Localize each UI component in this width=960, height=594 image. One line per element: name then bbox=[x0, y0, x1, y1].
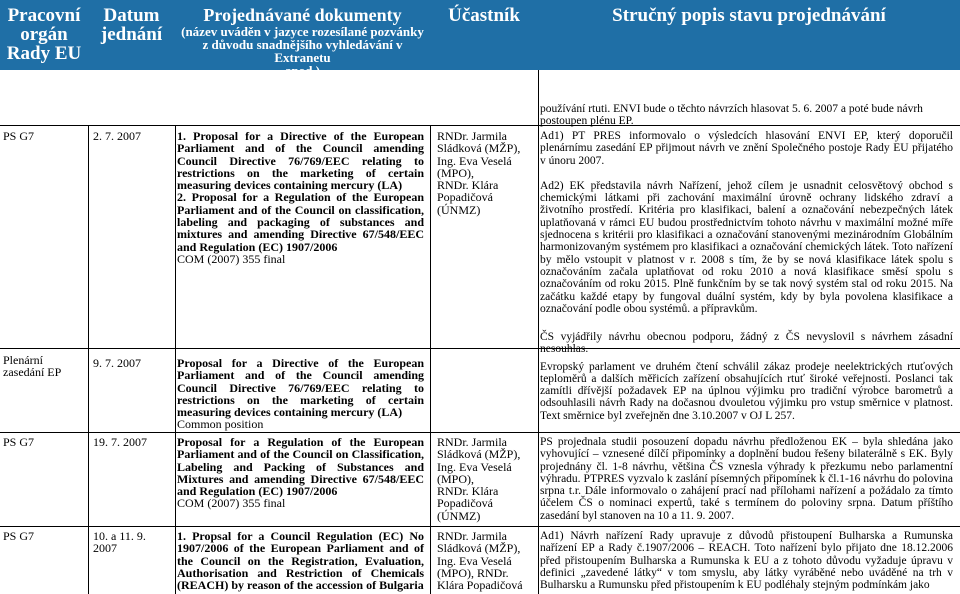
row3-date: 19. 7. 2007 bbox=[93, 435, 147, 449]
row4-documents bbox=[177, 530, 424, 591]
row4-date: 10. a 11. 9. 2007 bbox=[93, 529, 146, 556]
row2-description bbox=[540, 331, 953, 422]
row1-desc-para-1: Ad1) PT PRES informovalo o výsledcích hlasování ENVI EP, který doporučil plenárnímu zasedání EP přijmout návrh ve znění Společného postoje Rady EU přijatého v únoru 2007. bbox=[540, 130, 953, 167]
header-date bbox=[88, 6, 175, 76]
row2-desc-para-2: Evropský parlament ve druhém čtení schválil zákaz prodeje neelektrických rtuťových teploměrů a dalších měřicích zařízení obsahujících rtuť široké veřejnosti. Poslanci tak zamítli dřívější požadavek EP na úplnou výjimku pro tradiční výrobce barometrů a odsouhlasili návrh Rady na dočasnou dvouletou výjimku pro vstup směrnice v platnost. Text směrnice byl zveřejněn dne 3.10.2007 v OJ L 257. bbox=[540, 360, 953, 422]
row3-participant-line: Sládková (MŽP), bbox=[437, 447, 521, 462]
row3-desc-para-1: PS projednala studii posouzení dopadu návrhu předloženou EK – byla shledána jako vyhovující – vznesené dílčí připomínky a doplnění budou řešeny bilaterálně s EK. Byly projednány čl. 1-8 návrhu, většina ČS vznesla výhrady k přezkumu nebo parlamentní výhradu. PTPRES vyzvalo k zaslání písemných připomínek k čl.1-16 návrhu do polovina srpna t.r. Dále informovalo o zahájení prací nad přílohami nařízení a požádalo za tímto účelem ČS o nominaci expertů, také s termínem do poloviny srpna. Datum příštího zasedání byl stanoven na 10 a 11. 9. 2007. bbox=[540, 436, 953, 522]
row3-doc-2: COM (2007) 355 final bbox=[177, 496, 286, 511]
row4-description bbox=[540, 530, 953, 591]
header-participant-label: Účastník bbox=[448, 5, 520, 26]
header-documents-sub3: apod.) bbox=[284, 63, 321, 78]
row1-doc-2: 2. Proposal for a Regulation of the European Parliament and of the Council on classification, labeling and packaging of substances and mixtures and amending Directive 67/548/EEC and Regulation (EC) 1907/2006 bbox=[177, 190, 424, 254]
row3-participant-line: RNDr. Jarmila bbox=[437, 435, 507, 449]
header-date-line2: jednání bbox=[100, 24, 163, 45]
row2-date: 9. 7. 2007 bbox=[93, 356, 141, 370]
header-description bbox=[538, 6, 960, 76]
header-date-line1: Datum bbox=[103, 5, 160, 26]
continued-description bbox=[540, 103, 953, 128]
row4-participant-line: Sládková (MŽP), bbox=[437, 541, 521, 556]
row3-participant-line: Popadičová bbox=[437, 496, 493, 511]
row2-desc-para-1: ČS vyjádřily návrhu obecnou podporu, žádný z ČS nevyslovil s návrhem zásadní nesouhlas. bbox=[540, 331, 953, 356]
grid-hline-3 bbox=[0, 432, 960, 433]
row3-documents bbox=[177, 436, 424, 510]
row4-participant-line: RNDr. Jarmila bbox=[437, 529, 507, 543]
row1-participant-line: (MPO), bbox=[437, 165, 475, 180]
row4-desc-para-1: Ad1) Návrh nařízení Rady upravuje z důvodů přistoupení Bulharska a Rumunska nařízení EP a Rady č.1907/2006 – REACH. Toto nařízení bylo přijato dne 18.12.2006 před přistoupením Bulharska a Rumunska k EU a z tohoto důvodu vyžaduje úpravu v definici „zavedené látky“ v tom smyslu, aby látky vyráběné nebo uváděné na trh v Bulharsku a Rumunsku před přistoupením k EU podléhaly stejným podmínkám jako bbox=[540, 530, 953, 592]
row2-organ: Plenární zasedání EP bbox=[3, 353, 62, 380]
row4-participant-line: Ing. Eva Veselá bbox=[437, 553, 512, 568]
grid-hline-4 bbox=[0, 526, 960, 527]
row4-participant-line: (MPO), RNDr. bbox=[437, 565, 509, 580]
header-documents-title: Projednávané dokumenty bbox=[203, 5, 402, 25]
row1-participant-line: (ÚNMZ) bbox=[437, 202, 481, 217]
row1-doc-3: COM (2007) 355 final bbox=[177, 251, 286, 266]
row4-doc-1: 1. Propsal for a Council Regulation (EC) No 1907/2006 of the European Parliament and of the Council on the Registration, Evaluation, Authorisation and Restriction of Chemicals (REACH) by reason of the accession of Bulgaria bbox=[177, 529, 424, 593]
header-organ bbox=[0, 6, 88, 76]
row1-participants bbox=[437, 130, 537, 216]
row4-participants bbox=[437, 530, 537, 591]
row3-participant-line: (MPO), bbox=[437, 471, 475, 486]
grid-vline-date bbox=[88, 125, 89, 594]
row1-participant-line: RNDr. Klára bbox=[437, 178, 499, 193]
header-documents bbox=[175, 6, 430, 76]
row1-participant-line: Sládková (MŽP), bbox=[437, 141, 521, 156]
row3-organ: PS G7 bbox=[3, 435, 35, 449]
grid-vline-desc bbox=[538, 70, 539, 594]
row1-documents bbox=[177, 130, 424, 265]
row2-doc-1: Proposal for a Directive of the European Parliament and of the Council amending Council Directive 76/769/EEC relating to restrictions on the marketing of certain measuring devices containing mercury (LA) bbox=[177, 356, 424, 420]
row2-documents bbox=[177, 357, 424, 431]
row1-date: 2. 7. 2007 bbox=[93, 129, 141, 143]
row3-participant-line: (ÚNMZ) bbox=[437, 508, 481, 523]
row1-participant-line: RNDr. Jarmila bbox=[437, 129, 507, 143]
header-organ-line2: orgán bbox=[20, 24, 68, 45]
grid-vline-docs bbox=[175, 125, 176, 594]
table-header bbox=[0, 0, 960, 78]
header-organ-line1: Pracovní bbox=[7, 5, 81, 26]
row3-doc-1: Proposal for a Regulation of the European Parliament and of the Council on Classification, Labeling and Packing of Substances and Mixtures and amending Directive 67/548/EEC and Regulation (EC) 1907/2006 bbox=[177, 435, 424, 499]
row3-participant-line: Ing. Eva Veselá bbox=[437, 459, 512, 474]
row1-desc-para-2: Ad2) EK představila návrh Nařízení, jehož cílem je usnadnit celosvětový obchod s chemickými látkami při zachování maximální úrovně ochrany lidského zdraví a životního prostředí. Kritéria pro klasifikaci, balení a označování nebezpečných látek uplatňovaná v rámci EU budou prostřednictvím tohoto návrhu v maximální možné míře sjednocena s kritérii pro klasifikaci a označování stanovenými mezinárodním Globálním harmonizovaným systémem pro klasifikaci a označování chemických látek. Toto nařízení by mělo vstoupit v platnost v r. 2008 s tím, že by se nová klasifikace látek spolu s označováním začala uplatňovat od roku 2010 a nová klasifikace směsí spolu s označováním od roku 2015. Plně funkčním by se tak nový systém stal od roku 2015. Na začátku každé etapy by fungoval duální systém, kdy by byla povolena klasifikace a označování podle obou systémů. a přípravkům. bbox=[540, 179, 953, 315]
row3-participant-line: RNDr. Klára bbox=[437, 484, 499, 499]
header-description-label: Stručný popis stavu projednávání bbox=[612, 5, 886, 26]
row1-participant-line: Ing. Eva Veselá bbox=[437, 153, 512, 168]
grid-vline-participant bbox=[430, 125, 431, 594]
row4-participant-line: Klára Popadičová bbox=[437, 578, 523, 593]
header-documents-sub1: (název uváděn v jazyce rozesílané pozvánky bbox=[181, 24, 424, 39]
row1-organ: PS G7 bbox=[3, 129, 35, 143]
row3-participants bbox=[437, 436, 537, 522]
row1-description bbox=[540, 130, 953, 315]
row4-organ: PS G7 bbox=[3, 529, 35, 543]
header-documents-sub2: z důvodu snadnějšího vyhledávání v Extranetu bbox=[202, 37, 403, 65]
row2-doc-2: Common position bbox=[177, 417, 264, 432]
header-organ-line3: Rady EU bbox=[6, 43, 82, 64]
row1-participant-line: Popadičová bbox=[437, 190, 493, 205]
continued-line-1: používání rtuti. ENVI bude o těchto návrzích hlasovat 5. 6. 2007 a poté bude návrh bbox=[540, 103, 923, 115]
header-participant bbox=[430, 6, 538, 76]
row3-description bbox=[540, 436, 953, 522]
row1-doc-1: 1. Proposal for a Directive of the European Parliament and of the Council amending Council Directive 76/769/EEC relating to restrictions on the marketing of certain measuring devices containing mercury (LA) bbox=[177, 129, 424, 193]
continued-line-2: postoupen plénu EP. bbox=[540, 115, 634, 128]
